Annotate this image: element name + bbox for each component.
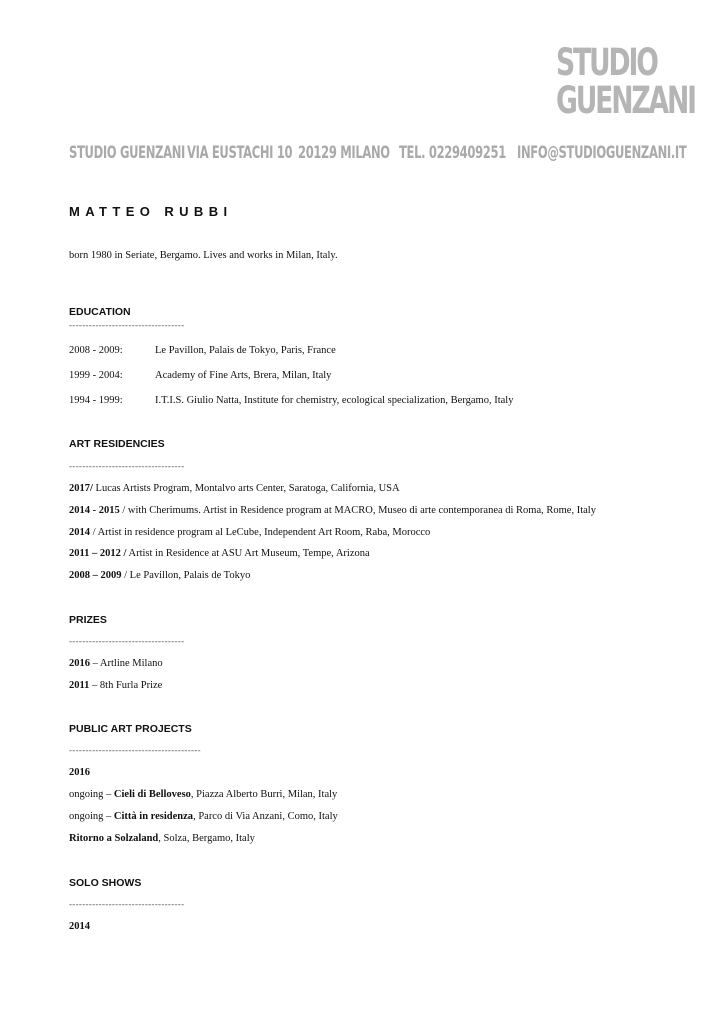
public-art-location: , Solza, Bergamo, Italy [158,833,255,844]
prizes-separator: ----------------------------------- [69,636,185,646]
public-art-prefix: ongoing – [69,789,114,800]
contact-street: VIA EUSTACHI 10 [187,143,293,163]
solo-shows-separator: ----------------------------------- [69,899,185,909]
prize-entry [69,680,162,691]
residency-text: Lucas Artists Program, Montalvo arts Center, Saratoga, California, USA [92,483,400,494]
public-art-separator: ---------------------------------------- [69,745,201,755]
public-art-location: , Parco di Via Anzani, Como, Italy [193,811,338,822]
prizes-heading: PRIZES [69,614,107,626]
solo-shows-heading: SOLO SHOWS [69,877,142,889]
artist-bio: born 1980 in Seriate, Bergamo. Lives and works in Milan, Italy. [69,250,338,261]
public-art-entry [69,833,255,844]
residency-text: / with Cherimums. Artist in Residence program at MACRO, Museo di arte contemporanea di Roma, Rome, Italy [119,505,596,516]
public-art-title: Città in residenza [113,811,194,822]
public-art-heading: PUBLIC ART PROJECTS [69,723,192,735]
prize-text: – 8th Furla Prize [89,680,163,691]
residency-text: / Artist in residence program al LeCube, Independent Art Room, Raba, Morocco [90,527,431,538]
education-entry: Academy of Fine Arts, Brera, Milan, Italy [155,370,332,381]
contact-bar [69,143,687,165]
prize-entry [69,658,163,669]
prize-year: 2011 [69,680,90,691]
education-years: 1999 - 2004: [69,370,123,381]
solo-shows-year: 2014 [69,921,90,932]
prize-year: 2016 [69,658,90,669]
education-entry: I.T.I.S. Giulio Natta, Institute for chemistry, ecological specialization, Bergamo, Italy [155,395,514,406]
contact-phone: TEL. 0229409251 [399,143,506,163]
residency-entry [69,548,370,559]
public-art-title: Ritorno a Solzaland [69,833,159,844]
public-art-title: Cieli di Belloveso [113,789,191,800]
education-separator: ----------------------------------- [69,320,185,330]
residency-year: 2011 – 2012 / [69,548,127,559]
education-heading: EDUCATION [69,306,131,318]
public-art-entry [69,789,337,800]
residency-year: 2008 – 2009 [69,570,122,581]
public-art-prefix: ongoing – [69,811,114,822]
logo-line-studio: STUDIO [556,41,657,84]
residency-entry [69,505,596,516]
residency-text: / Le Pavillon, Palais de Tokyo [121,570,251,581]
education-years: 1994 - 1999: [69,395,123,406]
public-art-location: , Piazza Alberto Burri, Milan, Italy [190,789,338,800]
artist-name: MATTEO RUBBI [69,204,233,219]
public-art-entry [69,811,338,822]
prize-text: – Artline Milano [90,658,163,669]
residency-text: Artist in Residence at ASU Art Museum, Tempe, Arizona [126,548,370,559]
residency-year: 2014 [69,527,90,538]
residencies-heading: ART RESIDENCIES [69,438,165,450]
residency-entry [69,527,430,538]
public-art-year: 2016 [69,767,90,778]
contact-city: 20129 MILANO [298,143,390,163]
contact-studio: STUDIO GUENZANI [69,143,186,163]
residency-entry [69,570,250,581]
logo-line-guenzani: GUENZANI [556,79,695,122]
residency-year: 2014 - 2015 [69,505,120,516]
residency-year: 2017/ [69,483,93,494]
residency-entry [69,483,400,494]
education-years: 2008 - 2009: [69,345,123,356]
residencies-separator: ----------------------------------- [69,461,185,471]
education-entry: Le Pavillon, Palais de Tokyo, Paris, France [155,345,336,356]
contact-email[interactable]: INFO@STUDIOGUENZANI.IT [517,143,687,163]
studio-logo [556,41,695,122]
